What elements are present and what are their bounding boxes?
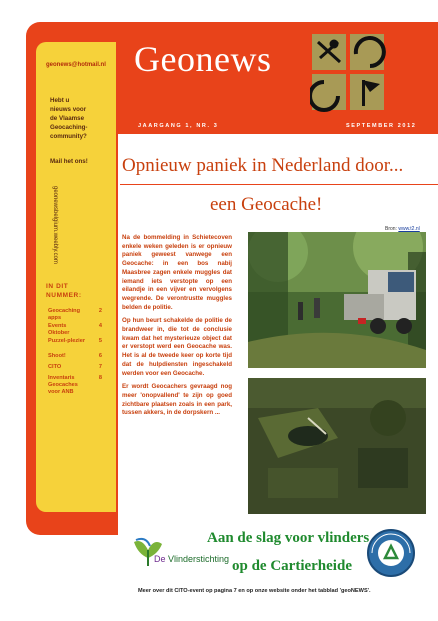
banner-footnote: Meer over dit CITO-event op pagina 7 en op onze website onder het tabblad 'geoNEWS'.	[138, 588, 371, 594]
toc-title	[46, 282, 104, 300]
toc-item-page: 2	[98, 308, 102, 314]
toc-item[interactable]	[48, 308, 102, 323]
headline-divider	[120, 184, 438, 185]
table-of-contents	[48, 308, 102, 399]
org-prefix: De	[154, 554, 166, 564]
banner-title-line-2: op de Cartierheide	[232, 558, 352, 574]
toc-item-label: Events Oktober	[48, 323, 70, 336]
toc-item-label: Inventaris Geocaches voor ANB	[48, 375, 78, 395]
toc-item-page: 6	[98, 353, 102, 359]
toc-item-page: 4	[98, 323, 102, 329]
aerial-map-photo	[248, 378, 426, 514]
cito-badge-icon	[366, 528, 416, 578]
issue-date: SEPTEMBER 2012	[346, 123, 417, 129]
toc-item-label: Puzzel-plezier	[48, 338, 85, 344]
toc-item-label: Shoot!	[48, 353, 66, 359]
toc-item-page: 8	[98, 375, 102, 381]
toc-item-page: 7	[98, 364, 102, 370]
fire-brigade-photo	[248, 232, 426, 368]
issue-number: JAARGANG 1, NR. 3	[138, 123, 219, 129]
toc-title-line: NUMMER:	[46, 292, 82, 299]
toc-title-line: IN DIT	[46, 283, 69, 290]
promo-line: community?	[50, 133, 87, 140]
toc-item-page: 5	[98, 338, 102, 344]
headline-line-2: een Geocache!	[210, 194, 323, 215]
toc-item[interactable]	[48, 338, 102, 353]
toc-item-label: Geocaching apps	[48, 308, 81, 321]
vlinderstichting-name	[154, 554, 229, 564]
article-body	[122, 234, 232, 423]
org-name: Vlinderstichting	[168, 554, 230, 564]
website-url[interactable]: geonewsbelgium.weebly.com	[52, 186, 58, 264]
promo-line: de Vlaamse	[50, 115, 85, 122]
promo-line: Geocaching-	[50, 124, 88, 131]
banner-title-line-1: Aan de slag voor vlinders	[207, 530, 370, 546]
toc-item[interactable]	[48, 323, 102, 338]
sidebar-promo	[50, 96, 110, 141]
toc-item[interactable]	[48, 364, 102, 375]
toc-item-label: CITO	[48, 364, 62, 370]
headline-line-1: Opnieuw paniek in Nederland door...	[122, 155, 404, 176]
source-label: Bron:	[385, 226, 397, 232]
toc-item[interactable]	[48, 375, 102, 399]
promo-line: nieuws voor	[50, 106, 87, 113]
promo-cta: Mail het ons!	[50, 158, 88, 165]
article-paragraph: Na de bommelding in Schietecoven enkele weken geleden is er opnieuw paniek geweest vanwege een Geocache: in een bos nabij Maasbree zagen enkele muggles dat iemand iets verstopte op een eilandje in een vijver en vervolgens wegrende. De verontrustte muggles belden de politie.	[122, 234, 232, 311]
newsletter-title: Geonews	[134, 39, 272, 79]
geocaching-logo-icon	[310, 32, 386, 112]
toc-item[interactable]	[48, 353, 102, 364]
article-paragraph: Op hun beurt schakelde de politie de brandweer in, die tot de conclusie kwam dat het mysterieuze object dat er verstopt werd een Geocache was. Het is al de tweede keer op korte tijd dat de hulpdiensten ingeschakeld werden voor een Geocache.	[122, 317, 232, 377]
source-link[interactable]: www.t2.nl	[398, 226, 420, 232]
article-paragraph: Er wordt Geocachers gevraagd nog meer 'onopvallend' te zijn op goed zichtbare plaatsen zoals in een park, tussen akkers, in de dorpskern ...	[122, 383, 232, 417]
promo-line: Hebt u	[50, 97, 70, 104]
contact-email[interactable]: geonews@hotmail.nl	[46, 62, 106, 68]
